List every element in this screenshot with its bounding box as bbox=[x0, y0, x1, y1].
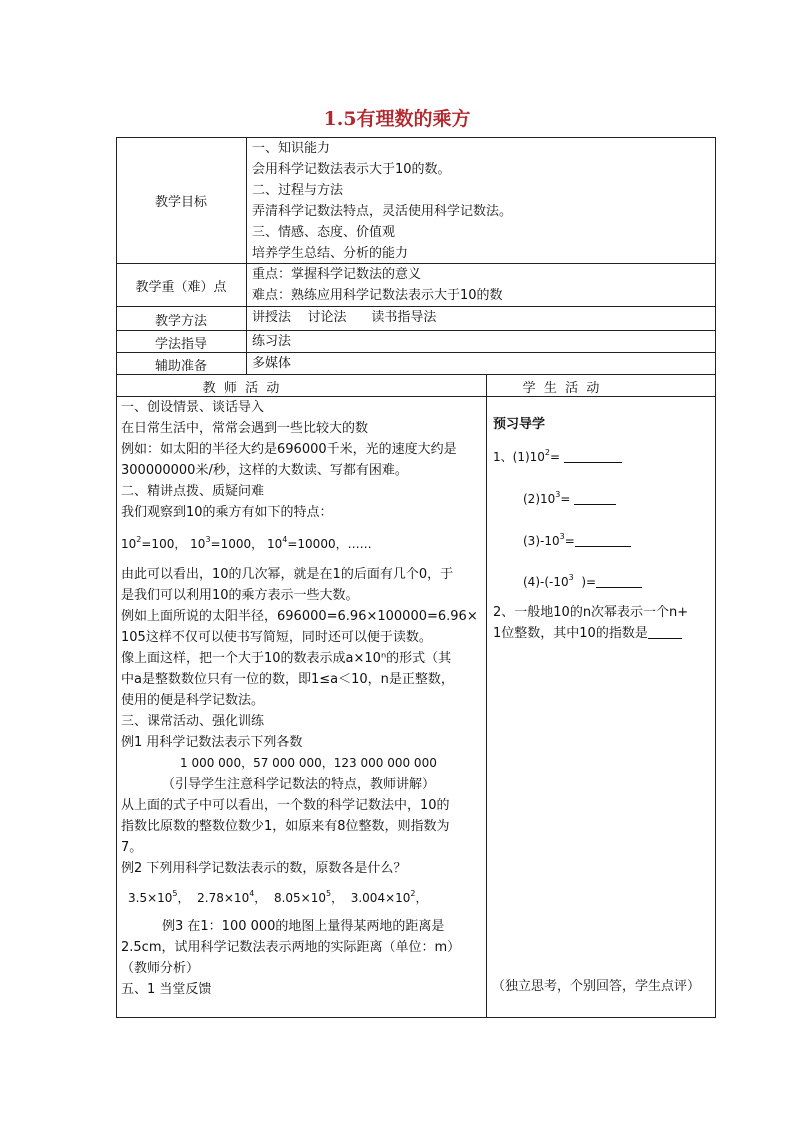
teacher-line: 例1 用科学记数法表示下列各数 bbox=[121, 735, 303, 750]
teacher-line: 像上面这样，把一个大于10的数表示成a×10ⁿ的形式（其 bbox=[121, 651, 452, 666]
teacher-line: 7。 bbox=[121, 840, 143, 855]
student-header: 学 生 活 动 bbox=[522, 381, 600, 396]
power-result: =10000，…… bbox=[287, 537, 372, 551]
goals-line: 弄清科学记数法特点，灵活使用科学记数法。 bbox=[252, 204, 513, 219]
q5-text: 1位整数，其中10的指数是 bbox=[493, 626, 648, 641]
col-divider bbox=[246, 137, 247, 374]
power-result: =100， bbox=[141, 537, 187, 551]
question-4 bbox=[523, 572, 642, 593]
keypoint-label: 教学重（难）点 bbox=[135, 280, 227, 295]
power-exp: 3 bbox=[205, 535, 211, 544]
method-label: 教学方法 bbox=[154, 314, 207, 329]
teacher-line: 使用的便是科学记数法。 bbox=[121, 693, 265, 708]
goals-line: 二、过程与方法 bbox=[252, 183, 344, 198]
teacher-line: 指数比原数的整数位数少1，如原来有8位整数，则指数为 bbox=[121, 819, 450, 834]
sci-exp: 4 bbox=[249, 889, 255, 898]
teacher-line: 二、精讲点拨、质疑问难 bbox=[121, 484, 265, 499]
question-1 bbox=[493, 447, 622, 468]
teacher-line: 一、创设情景、谈话导入 bbox=[121, 400, 265, 415]
teacher-line: 例如上面所说的太阳半径，696000=6.96×100000=6.96× bbox=[121, 609, 478, 624]
teacher-line: 我们观察到10的乘方有如下的特点： bbox=[121, 505, 333, 520]
teacher-line: 105这样不仅可以使书写简短，同时还可以便于读数。 bbox=[121, 630, 432, 645]
goals-line: 一、知识能力 bbox=[252, 141, 331, 156]
goals-line: 三、情感、态度、价值观 bbox=[252, 225, 396, 240]
teacher-line: 五、1 当堂反馈 bbox=[121, 982, 212, 997]
student-heading: 预习导学 bbox=[493, 417, 546, 432]
answer-blank[interactable] bbox=[575, 533, 631, 547]
teacher-line: 由此可以看出，10的几次幂，就是在1的后面有几个0，于 bbox=[121, 567, 454, 582]
student-footer: （独立思考，个别回答，学生点评） bbox=[492, 979, 701, 994]
teacher-line: 例如：如太阳的半径大约是696000千米，光的速度大约是 bbox=[121, 442, 457, 457]
sci-exp: 5 bbox=[325, 889, 332, 898]
teacher-line: （教师分析） bbox=[121, 961, 200, 976]
aid-label: 辅助准备 bbox=[154, 359, 207, 374]
sci-number: 8.05×10 bbox=[273, 891, 326, 905]
example2-values: $3.5\times 10^5$， $2.78\times 10^4$， $8.05\times 10^5$， $3.004\times 10^2$， bbox=[128, 889, 428, 905]
teacher-line: 例2 下列用科学记数法表示的数，原数各是什么？ bbox=[121, 861, 407, 876]
study-label: 学法指导 bbox=[154, 337, 207, 352]
q-prefix: (4)-(-10 bbox=[523, 575, 569, 589]
power-result: =1000， bbox=[210, 537, 264, 551]
q-exp: 2 bbox=[544, 448, 550, 457]
sci-exp: 5 bbox=[172, 889, 178, 898]
row-divider bbox=[116, 374, 716, 375]
power-base: 10 bbox=[266, 537, 283, 551]
teacher-line: 是我们可以利用10的乘方表示一些大数。 bbox=[121, 588, 359, 603]
goals-label: 教学目标 bbox=[154, 195, 207, 210]
question-5-line1: 2、一般地10的n次幂表示一个n+ bbox=[493, 605, 689, 620]
teacher-line: 在日常生活中，常常会遇到一些比较大的数 bbox=[121, 421, 369, 436]
power-exp: 4 bbox=[282, 535, 288, 544]
row-divider bbox=[116, 352, 716, 353]
power-base: 10 bbox=[121, 537, 137, 551]
teacher-line: 从上面的式子中可以看出，一个数的科学记数法中，10的 bbox=[121, 798, 450, 813]
teacher-header: 教 师 活 动 bbox=[202, 381, 280, 396]
question-2 bbox=[523, 489, 616, 510]
power-base: 10 bbox=[190, 537, 206, 551]
power-exp: 2 bbox=[136, 535, 142, 544]
goals-line: 会用科学记数法表示大于10的数。 bbox=[252, 162, 451, 177]
question-5-line2 bbox=[493, 623, 682, 644]
teacher-line: 1 000 000，57 000 000，123 000 000 000 bbox=[180, 756, 437, 770]
sci-exp: 2 bbox=[410, 889, 416, 898]
question-3 bbox=[523, 531, 631, 552]
answer-blank[interactable] bbox=[574, 491, 616, 505]
answer-blank[interactable] bbox=[596, 574, 642, 588]
sci-number: 3.004×10 bbox=[350, 891, 411, 905]
answer-blank[interactable] bbox=[564, 449, 622, 463]
q-prefix: 1、(1)10 bbox=[493, 450, 545, 464]
row-divider bbox=[116, 330, 716, 331]
answer-blank[interactable] bbox=[648, 625, 682, 639]
sci-number: 3.5×10 bbox=[128, 891, 173, 905]
q-tail: = bbox=[560, 492, 571, 506]
keypoint-line: 重点：掌握科学记数法的意义 bbox=[252, 267, 422, 282]
col-divider bbox=[486, 374, 487, 1018]
power-examples bbox=[121, 534, 372, 555]
q-prefix: (3)-10 bbox=[523, 534, 560, 548]
q-exp: 3 bbox=[568, 573, 574, 582]
q-tail: )= bbox=[581, 575, 597, 589]
teacher-line: 中a是整数数位只有一位的数，即1≤a＜10，n是正整数， bbox=[121, 672, 454, 687]
study-value: 练习法 bbox=[252, 334, 292, 349]
teacher-line: 例3 在1：100 000的地图上量得某两地的距离是 bbox=[162, 919, 445, 934]
q-exp: 3 bbox=[555, 490, 561, 499]
teacher-line: 2.5cm，试用科学记数法表示两地的实际距离（单位：m） bbox=[121, 940, 461, 955]
page-title: 1.5有理数的乘方 bbox=[323, 108, 471, 130]
teacher-line: 三、课常活动、强化训练 bbox=[121, 714, 265, 729]
q-exp: 3 bbox=[559, 532, 565, 541]
teacher-line: （引导学生注意科学记数法的特点，教师讲解） bbox=[162, 777, 436, 792]
keypoint-line: 难点：熟练应用科学记数法表示大于10的数 bbox=[252, 288, 503, 303]
q-tail: = bbox=[550, 450, 561, 464]
aid-value: 多媒体 bbox=[252, 356, 292, 371]
goals-line: 培养学生总结、分析的能力 bbox=[252, 246, 409, 261]
q-tail: = bbox=[564, 534, 575, 548]
teacher-line: 300000000米/秒，这样的大数读、写都有困难。 bbox=[121, 463, 408, 478]
sci-number: 2.78×10 bbox=[197, 891, 250, 905]
q-prefix: (2)10 bbox=[523, 492, 556, 506]
method-value: 讲授法 讨论法 读书指导法 bbox=[252, 310, 437, 325]
